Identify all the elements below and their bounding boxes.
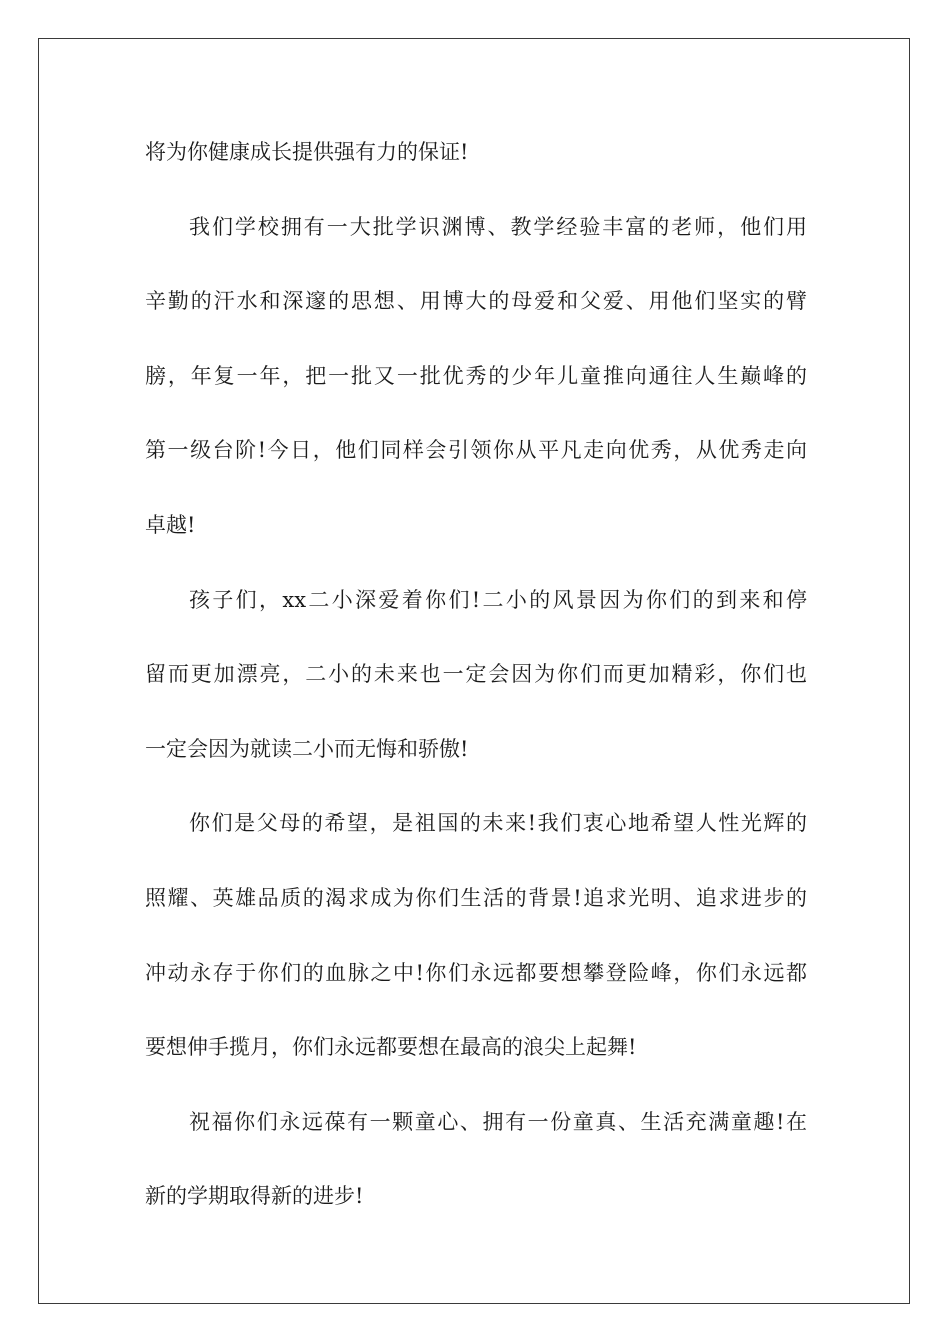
paragraph-first-line: 我们学校拥有一大批学识渊博、教学经验丰富的老师，他们用: [189, 214, 807, 239]
text-line: 第一级台阶!今日，他们同样会引领你从平凡走向优秀，从优秀走向: [145, 438, 807, 463]
text-line: 照耀、英雄品质的渴求成为你们生活的背景!追求光明、追求进步的: [145, 885, 807, 910]
text-line: 一定会因为就读二小而无悔和骄傲!: [145, 736, 469, 761]
text-line: 留而更加漂亮，二小的未来也一定会因为你们而更加精彩，你们也: [145, 662, 807, 687]
paragraph-first-line: 祝福你们永远葆有一颗童心、拥有一份童真、生活充满童趣!在: [189, 1109, 807, 1134]
text-line: 辛勤的汗水和深邃的思想、用博大的母爱和父爱、用他们坚实的臂: [145, 289, 807, 314]
paragraph-first-line: 你们是父母的希望，是祖国的未来!我们衷心地希望人性光辉的: [189, 811, 807, 836]
document-body: [145, 124, 807, 1243]
text-line: 卓越!: [145, 512, 196, 537]
text-line: 冲动永存于你们的血脉之中!你们永远都要想攀登险峰，你们永远都: [145, 960, 807, 985]
paragraph-first-line: 孩子们，xx二小深爱着你们!二小的风景因为你们的到来和停: [189, 587, 807, 612]
text-line: 将为你健康成长提供强有力的保证!: [145, 140, 469, 164]
text-line: 膀，年复一年，把一批又一批优秀的少年儿童推向通往人生巅峰的: [145, 363, 807, 388]
text-line: 新的学期取得新的进步!: [145, 1184, 364, 1209]
text-line: 要想伸手揽月，你们永远都要想在最高的浪尖上起舞!: [145, 1035, 637, 1060]
